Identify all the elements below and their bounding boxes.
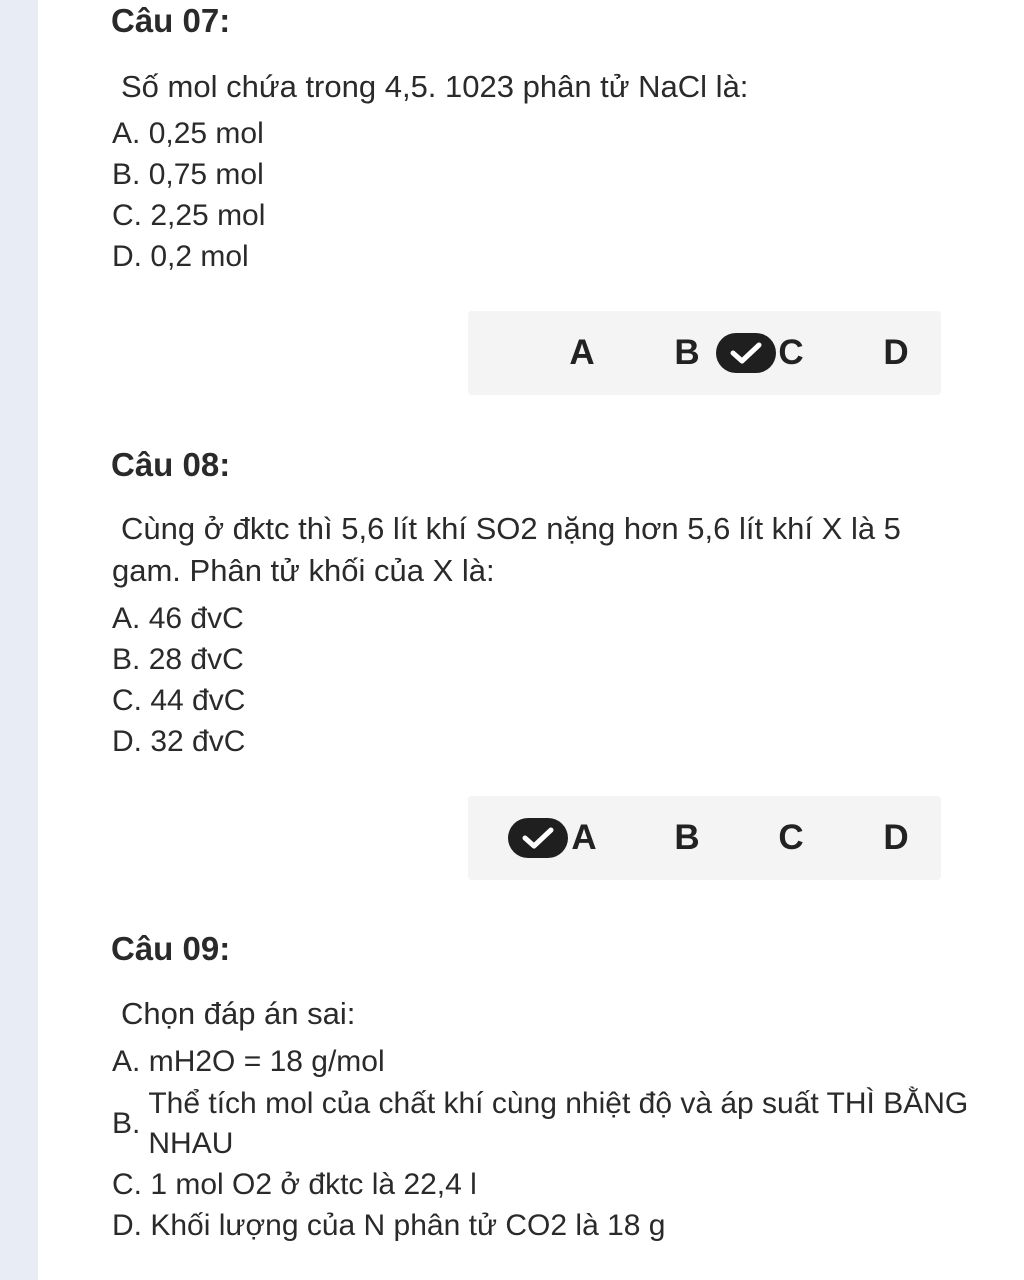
question-08-answer-selector bbox=[468, 796, 941, 880]
option-letter: A. bbox=[112, 1045, 141, 1078]
question-07-answer-selector bbox=[468, 311, 941, 395]
option-text: Khối lượng của N phân tử CO2 là 18 g bbox=[150, 1209, 666, 1242]
question-07-option-d bbox=[112, 239, 249, 275]
answer-choice-a[interactable]: A bbox=[569, 333, 595, 372]
option-letter: B. bbox=[112, 158, 141, 191]
answer-choice-c[interactable]: C bbox=[778, 818, 804, 857]
option-letter: D. bbox=[112, 1209, 142, 1242]
question-09-option-b bbox=[112, 1084, 972, 1164]
question-07-option-a bbox=[112, 116, 264, 152]
option-letter: C. bbox=[112, 684, 142, 717]
option-letter: D. bbox=[112, 725, 142, 758]
option-letter: A. bbox=[112, 602, 141, 635]
option-text: 46 đvC bbox=[148, 602, 244, 635]
question-09-option-c bbox=[112, 1167, 477, 1203]
option-letter: B. bbox=[112, 1107, 141, 1140]
question-08-option-b bbox=[112, 642, 244, 678]
option-letter: C. bbox=[112, 199, 142, 232]
option-text: Thể tích mol của chất khí cùng nhiệt độ và áp suất THÌ BẰNG NHAU bbox=[148, 1087, 969, 1160]
question-09-option-a bbox=[112, 1044, 385, 1080]
question-08-option-d bbox=[112, 724, 245, 760]
option-text: mH2O = 18 g/mol bbox=[148, 1045, 385, 1078]
question-07-option-b bbox=[112, 157, 264, 193]
question-09-option-d bbox=[112, 1208, 665, 1244]
question-08-text: Cùng ở đktc thì 5,6 lít khí SO2 nặng hơn 5,6 lít khí X là 5 gam. Phân tử khối của X là: bbox=[112, 511, 901, 588]
answer-choice-d[interactable]: D bbox=[883, 818, 909, 857]
option-text: 0,2 mol bbox=[150, 240, 249, 273]
option-letter: A. bbox=[112, 117, 141, 150]
question-09-title: Câu 09: bbox=[111, 930, 231, 967]
option-text: 2,25 mol bbox=[150, 199, 266, 232]
answer-choice-a[interactable]: A bbox=[571, 818, 597, 857]
check-circle-icon bbox=[716, 333, 776, 373]
question-07-option-c bbox=[112, 198, 265, 234]
answer-choice-b[interactable]: B bbox=[674, 818, 700, 857]
question-08-title: Câu 08: bbox=[111, 446, 231, 483]
answer-choice-b[interactable]: B bbox=[674, 333, 700, 372]
option-text: 28 đvC bbox=[148, 643, 244, 676]
question-09-text: Chọn đáp án sai: bbox=[121, 996, 356, 1031]
option-letter: D. bbox=[112, 240, 142, 273]
answer-choice-c[interactable]: C bbox=[778, 333, 804, 372]
question-08-option-c bbox=[112, 683, 245, 719]
option-text: 1 mol O2 ở đktc là 22,4 l bbox=[150, 1168, 477, 1201]
question-07-text: Số mol chứa trong 4,5. 1023 phân tử NaCl là: bbox=[121, 69, 749, 104]
check-circle-icon bbox=[508, 818, 568, 858]
option-text: 0,75 mol bbox=[148, 158, 264, 191]
option-text: 0,25 mol bbox=[148, 117, 264, 150]
option-text: 44 đvC bbox=[150, 684, 246, 717]
question-07-title: Câu 07: bbox=[111, 2, 231, 39]
question-08-option-a bbox=[112, 601, 244, 637]
option-letter: C. bbox=[112, 1168, 142, 1201]
answer-choice-d[interactable]: D bbox=[883, 333, 909, 372]
option-text: 32 đvC bbox=[150, 725, 246, 758]
option-letter: B. bbox=[112, 643, 141, 676]
